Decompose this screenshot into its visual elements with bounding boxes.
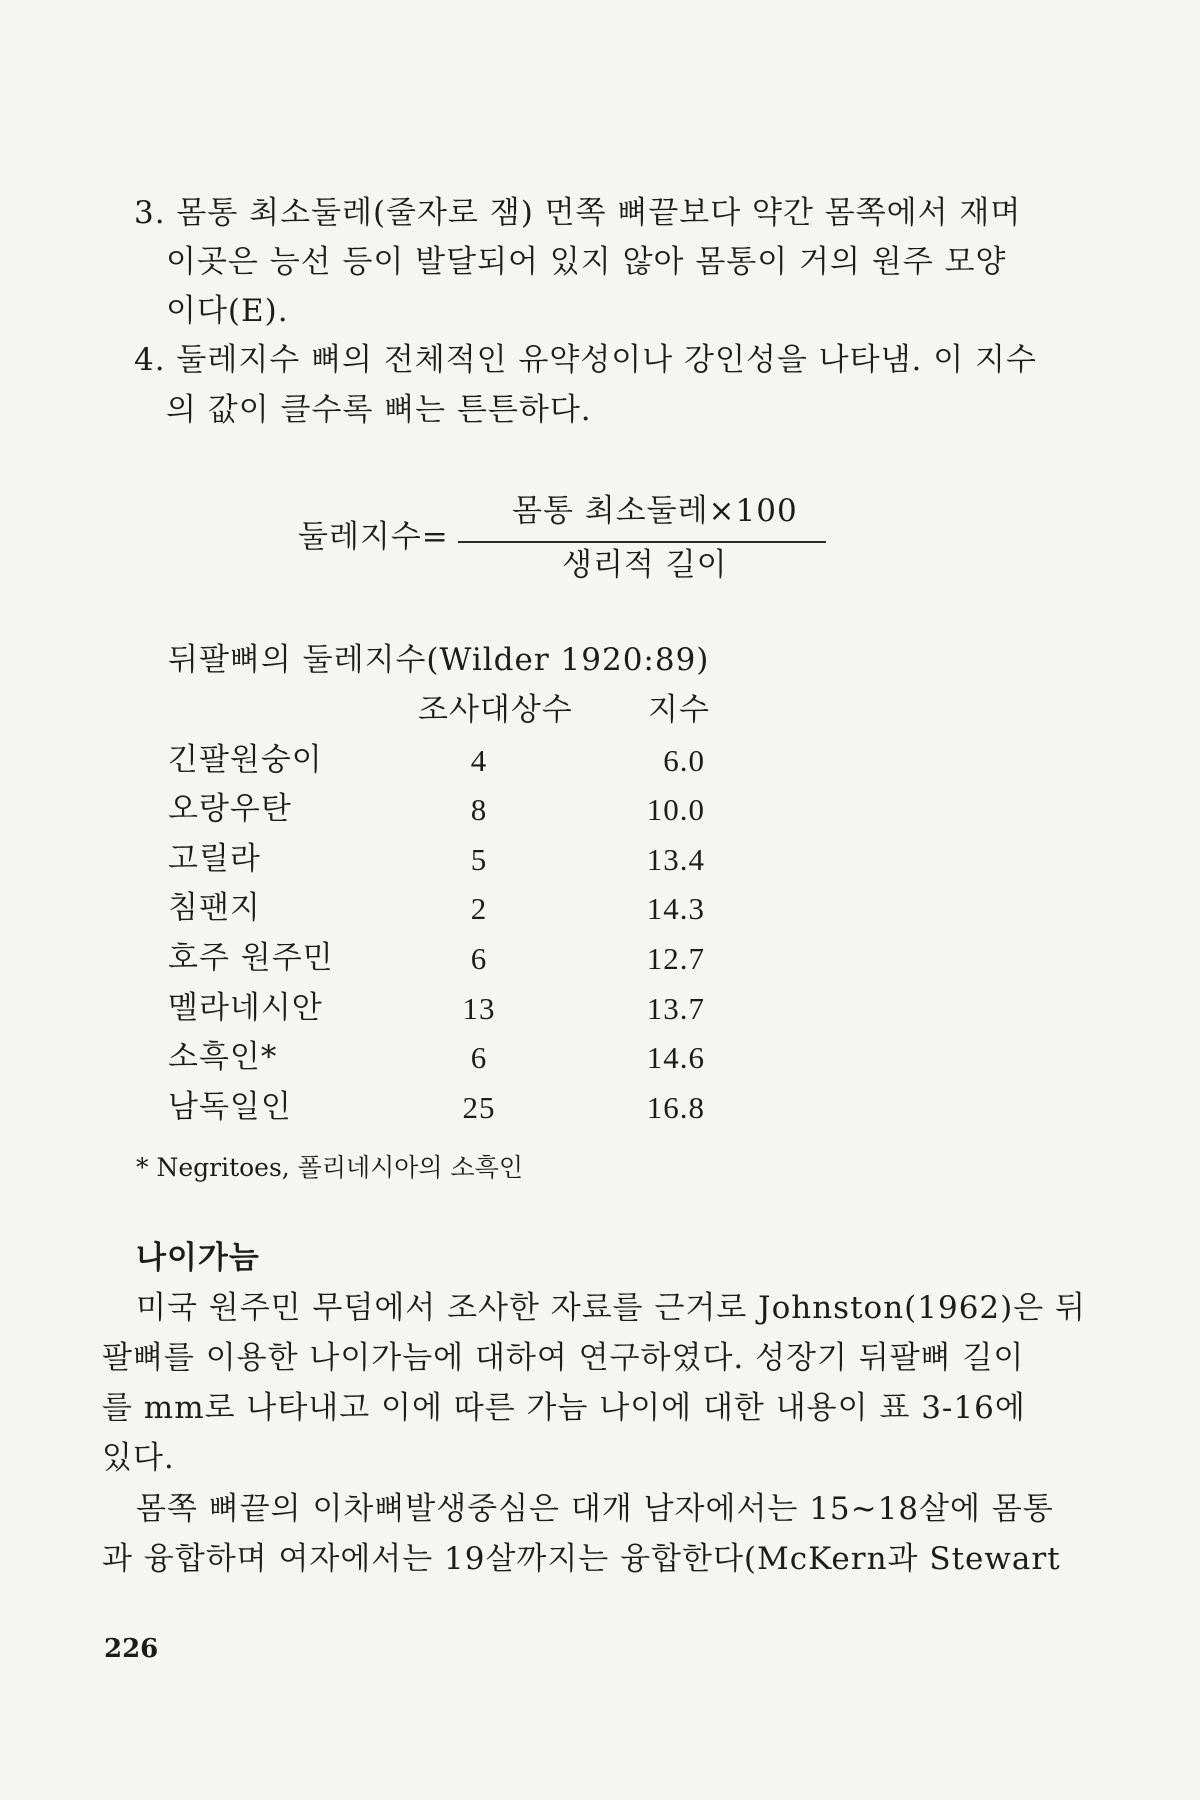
- row-count: 5: [470, 842, 488, 877]
- list-item-4-line-1: 4. 둘레지수 뼈의 전체적인 유약성이나 강인성을 나타냄. 이 지수: [134, 342, 1037, 378]
- row-count: 6: [470, 1040, 488, 1075]
- row-count: 8: [470, 792, 488, 827]
- list-item-4-line-2: 의 값이 클수록 뼈는 튼튼하다.: [166, 392, 592, 428]
- row-count: 13: [462, 991, 496, 1026]
- row-name: 소흑인*: [168, 1039, 278, 1075]
- list-item-3-line-2: 이곳은 능선 등이 발달되어 있지 않아 몸통이 거의 원주 모양: [166, 244, 1007, 280]
- formula-lhs: 둘레지수=: [298, 519, 449, 555]
- row-name: 오랑우탄: [168, 791, 292, 827]
- row-index: 14.6: [646, 1040, 705, 1075]
- row-count: 2: [470, 891, 488, 926]
- paragraph-line: 를 mm로 나타내고 이에 따른 가늠 나이에 대한 내용이 표 3-16에: [102, 1390, 1026, 1426]
- row-count: 6: [470, 941, 488, 976]
- table-header-index: 지수: [648, 692, 710, 728]
- paragraph-line: 몸쪽 뼈끝의 이차뼈발생중심은 대개 남자에서는 15~18살에 몸통: [136, 1491, 1054, 1527]
- row-name: 호주 원주민: [168, 940, 334, 976]
- formula-numerator: 몸통 최소둘레×100: [512, 493, 798, 529]
- row-index: 6.0: [663, 743, 705, 778]
- page-number: 226: [104, 1634, 159, 1664]
- list-item-3-line-3: 이다(E).: [166, 293, 289, 329]
- section-heading: 나이가늠: [136, 1240, 260, 1276]
- paragraph-line: 팔뼈를 이용한 나이가늠에 대하여 연구하였다. 성장기 뒤팔뼈 길이: [102, 1340, 1025, 1376]
- fraction-bar: [458, 541, 826, 543]
- row-index: 12.7: [646, 941, 705, 976]
- row-index: 10.0: [646, 792, 705, 827]
- paragraph-line: 과 융합하며 여자에서는 19살까지는 융합한다(McKern과 Stewart: [102, 1541, 1061, 1577]
- row-index: 13.7: [646, 991, 705, 1026]
- row-name: 고릴라: [168, 841, 261, 877]
- row-name: 멜라네시안: [168, 990, 323, 1026]
- row-index: 13.4: [646, 842, 705, 877]
- row-index: 14.3: [646, 891, 705, 926]
- table-caption: 뒤팔뼈의 둘레지수(Wilder 1920:89): [168, 642, 710, 678]
- formula-denominator: 생리적 길이: [562, 547, 728, 583]
- row-index: 16.8: [646, 1090, 705, 1125]
- paragraph-line: 있다.: [102, 1440, 175, 1476]
- row-name: 남독일인: [168, 1089, 292, 1125]
- list-item-3-line-1: 3. 몸통 최소둘레(줄자로 잼) 먼쪽 뼈끝보다 약간 몸쪽에서 재며: [134, 195, 1022, 231]
- row-count: 4: [470, 743, 488, 778]
- table-footnote: * Negritoes, 폴리네시아의 소흑인: [136, 1153, 523, 1182]
- row-name: 긴팔원숭이: [168, 742, 323, 778]
- paragraph-line: 미국 원주민 무덤에서 조사한 자료를 근거로 Johnston(1962)은 뒤: [136, 1290, 1086, 1326]
- row-name: 침팬지: [168, 890, 261, 926]
- row-count: 25: [462, 1090, 496, 1125]
- table-header-count: 조사대상수: [418, 692, 573, 728]
